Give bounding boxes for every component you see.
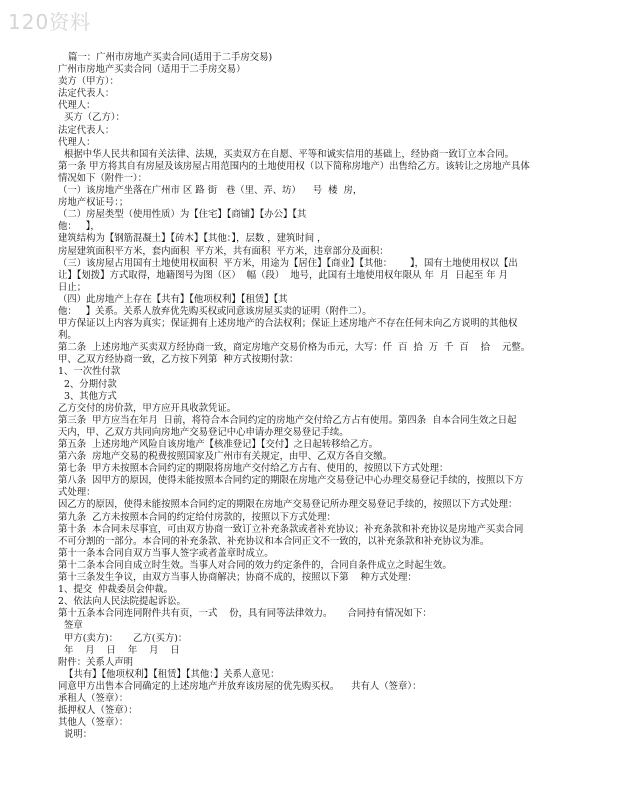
contract-line: 根据中华人民共和国有关法律、法规，买卖双方在自愿、平等和诚实信用的基础上，经协商一致订立本合同。: [58, 148, 514, 160]
contract-line: 1、提交 仲裁委员会仲裁。: [58, 584, 174, 596]
contract-line: 天内，甲、乙双方共同向房地产交易登记中心申请办理交易登记手续。: [58, 426, 349, 438]
contract-line: 让】【划拨】方式取得，地籍图号为图（区） 幅（段） 地号，此国有土地使用权年限从 年 月 日起至 年 月: [58, 269, 508, 281]
contract-line: 日止；: [58, 281, 87, 293]
contract-line: 式处理：: [58, 487, 96, 499]
contract-line: 乙方交付的房价款，甲方应开具收款凭证。: [58, 402, 237, 414]
contract-line: 2、分期付款: [58, 378, 117, 390]
contract-line: 第十条 本合同未尽事宜，可由双方协商一致订立补充条款或者补充协议；补充条款和补充协议是房地产买卖合同: [58, 523, 524, 535]
contract-line: 甲方保证以上内容为真实；保证拥有上述房地产的合法权利；保证上述房地产不存在任何未向乙方说明的其他权: [58, 318, 518, 330]
contract-line: 甲方(卖方)： 乙方(买方)：: [58, 632, 188, 644]
contract-line: 利。: [58, 330, 77, 342]
contract-line: 房地产权证号：；: [58, 197, 129, 209]
contract-line: 卖方（甲方）：: [58, 76, 119, 88]
contract-line: 签章: [58, 620, 83, 632]
contract-line: 建筑结构为【钢筋混凝土】【砖木】【其他：】，层数 ，建筑时间 ，: [58, 233, 327, 245]
contract-line: 【共有】【他项权利】【租赁】【其他：】关系人意见：: [58, 668, 280, 680]
contract-line: 其他人（签章）：: [58, 717, 129, 729]
contract-line: （三）该房屋占用国有土地使用权面积 平方米，用途为【居住】【商业】【其他： 】，国有土地使用权以【出: [58, 257, 518, 269]
contract-line: 同意甲方出售本合同确定的上述房地产并放弃该房屋的优先购买权。 共有人（签章）：: [58, 680, 422, 692]
contract-line: 第五条 上述房地产风险自该房地产【核准登记】【交付】之日起转移给乙方。: [58, 439, 379, 450]
contract-line: 不可分割的一部分。本合同的补充条款、补充协议和本合同正文不一致的，以补充条款和补充协议为准。: [58, 535, 490, 547]
contract-line: 第二条 上述房地产买卖双方经协商一致，商定房地产交易价格为币元，大写：仟 百 拾 万 千 百 拾 元整。: [58, 342, 531, 354]
contract-line: 第十三条发生争议，由双方当事人协商解决；协商不成的，按照以下第 种方式处理：: [58, 572, 417, 584]
contract-line: 3、其他方式: [58, 390, 117, 402]
contract-line: 第一条 甲方将其自有房屋及该房屋占用范围内的土地使用权（以下简称房地产）出售给乙方。该转让之房地产具体: [58, 160, 530, 172]
contract-line: 买方（乙方）：: [58, 112, 125, 124]
contract-line: 说明：: [58, 729, 93, 741]
contract-line: 年 月 日 年 月 日: [58, 644, 180, 656]
document-title: 篇一：广州市房地产买卖合同(适用于二手房交易): [68, 52, 273, 63]
contract-line: 代理人：: [58, 136, 96, 148]
contract-line: 抵押权人（签章）：: [58, 705, 138, 717]
contract-line: 承租人（签章）：: [58, 692, 129, 704]
contract-line: 他： 】，: [58, 221, 100, 233]
contract-line: 第六条 房地产交易的税费按照国家及广州市有关规定，由甲、乙双方各自交缴。: [58, 451, 393, 463]
contract-line: 第十五条本合同连同附件共有页，一式 份，具有同等法律效力。 合同持有情况如下：: [58, 608, 432, 620]
contract-line: 房屋建筑面积平方米，套内面积 平方米，共有面积 平方米，违章部分及面积：: [58, 245, 389, 257]
watermark-logo: 120资料: [8, 10, 92, 34]
contract-line: 第八条 因甲方的原因，使得未能按照本合同约定的期限在房地产交易登记中心办理交易登记手续的，按照以下方: [58, 475, 524, 487]
contract-line: 第九条 乙方未按照本合同的约定给付房款的，按照以下方式处理：: [58, 511, 336, 523]
contract-line: （四）此房地产上存在【共有】【他项权利】【租赁】【其: [58, 293, 288, 305]
contract-line: （二）房屋类型（使用性质）为【住宅】【商铺】【办公】【其: [58, 209, 307, 221]
contract-line: 1、一次性付款: [58, 366, 121, 378]
contract-line: 附件：关系人声明: [58, 656, 134, 668]
contract-line: 法定代表人：: [58, 88, 115, 100]
contract-line: 2、依法向人民法院提起诉讼。: [58, 596, 186, 608]
contract-line: 第十一条本合同自双方当事人签字或者盖章时成立。: [58, 547, 274, 559]
contract-line: 第十二条本合同自成立时生效。当事人对合同的效力约定条件的，合同自条件成立之时起生效。: [58, 559, 452, 571]
contract-line: 广州市房地产买卖合同（适用于二手房交易）: [58, 64, 246, 76]
contract-line: 第七条 甲方未按照本合同约定的期限将房地产交付给乙方占有、使用的，按照以下方式处理：: [58, 463, 449, 475]
contract-line: 他： 】关系。关系人放弃优先购买权或同意该房屋买卖的证明（附件二）。: [58, 305, 372, 317]
contract-line: 法定代表人：: [58, 124, 115, 136]
contract-line: 因乙方的原因，使得未能按照本合同约定的期限在房地产交易登记所办理交易登记手续的，按照以下方式处理：: [58, 499, 518, 511]
contract-line: 代理人：: [58, 100, 96, 112]
contract-line: （一）该房地产坐落在广州市 区 路 街 巷（里、弄、坊） 号 楼 房，: [58, 185, 363, 197]
contract-line: 情况如下（附件一）：: [58, 172, 148, 184]
contract-document: [58, 52, 568, 741]
contract-line: 第三条 甲方应当在年月 日前，将符合本合同约定的房地产交付给乙方占有使用。第四条 自本合同生效之日起: [58, 414, 517, 426]
contract-line: 甲、乙双方经协商一致，乙方按下列第 种方式按期付款：: [58, 354, 299, 366]
